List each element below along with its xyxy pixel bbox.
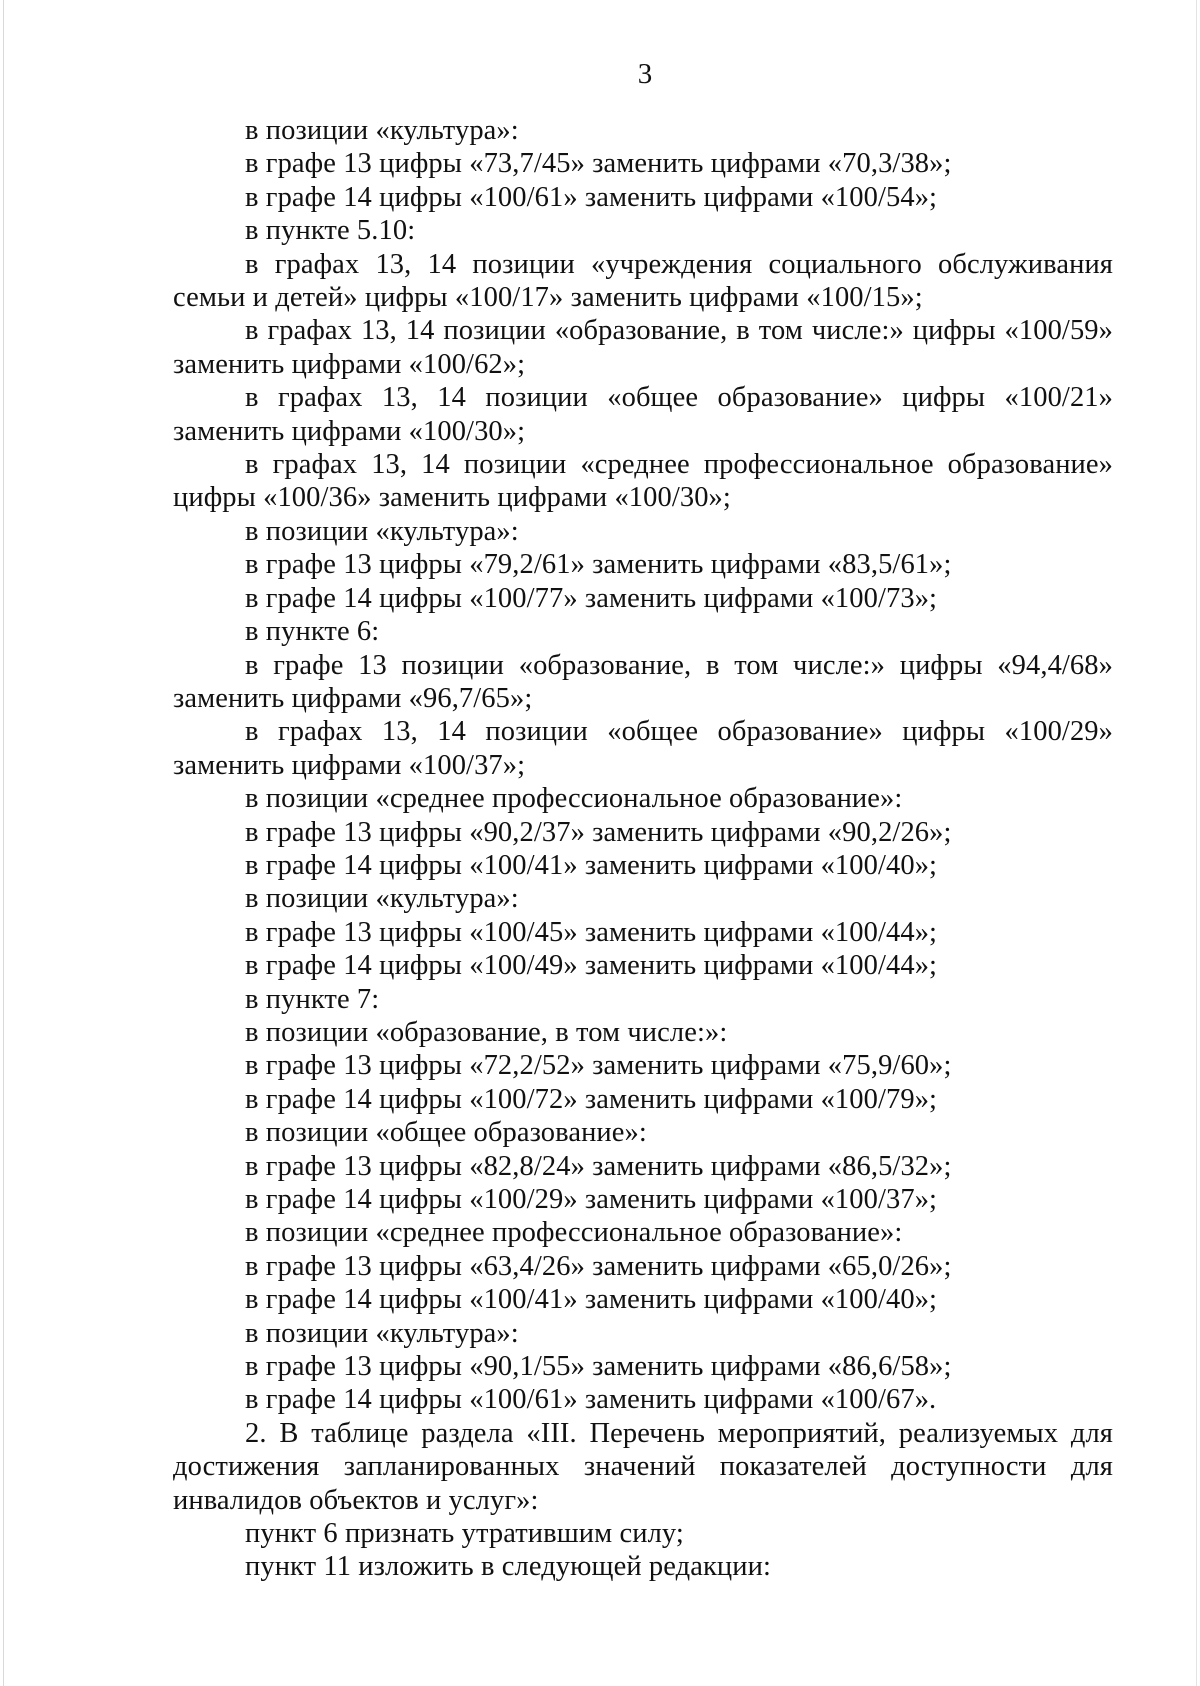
paragraph: в графах 13, 14 позиции «учреждения социального обслуживания семьи и детей» цифры «100/17» заменить цифрами «100/15»; xyxy=(173,248,1113,314)
scan-edge-left xyxy=(3,0,4,1686)
scan-edge-right xyxy=(1196,0,1197,1686)
document-body xyxy=(173,114,1113,1584)
paragraph: в графе 14 цифры «100/61» заменить цифрами «100/54»; xyxy=(245,181,938,213)
paragraph: в пункте 7: xyxy=(245,983,380,1015)
paragraph: в графах 13, 14 позиции «общее образование» цифры «100/21» заменить цифрами «100/30»; xyxy=(173,382,1113,447)
paragraph: в графе 14 цифры «100/41» заменить цифрами «100/40»; xyxy=(245,1284,938,1316)
page-number: 3 xyxy=(637,58,653,90)
paragraph: в графе 14 цифры «100/41» заменить цифрами «100/40»; xyxy=(245,849,938,881)
paragraph: в графе 14 цифры «100/72» заменить цифрами «100/79»; xyxy=(245,1083,938,1115)
paragraph: в пункте 5.10: xyxy=(245,215,416,247)
paragraph: в графе 13 цифры «90,1/55» заменить цифрами «86,6/58»; xyxy=(245,1351,952,1383)
paragraph: в графах 13, 14 позиции «общее образование» цифры «100/29» заменить цифрами «100/37»; xyxy=(173,716,1113,781)
paragraph: в графе 14 цифры «100/29» заменить цифрами «100/37»; xyxy=(245,1184,938,1215)
paragraph: в графе 13 цифры «100/45» заменить цифрами «100/44»; xyxy=(245,916,938,948)
paragraph: в пункте 6: xyxy=(245,616,380,648)
paragraph: в графах 13, 14 позиции «среднее профессиональное образование» цифры «100/36» заменить цифрами «100/30»; xyxy=(173,449,1113,514)
paragraph: в позиции «среднее профессиональное образование»: xyxy=(245,783,903,815)
paragraph: в графе 14 цифры «100/77» заменить цифрами «100/73»; xyxy=(245,582,938,614)
paragraph: в графе 13 цифры «63,4/26» заменить цифрами «65,0/26»; xyxy=(245,1250,952,1282)
paragraph: в графе 13 цифры «72,2/52» заменить цифрами «75,9/60»; xyxy=(245,1050,952,1082)
paragraph: в позиции «культура»: xyxy=(245,883,519,915)
paragraph: в графе 13 цифры «82,8/24» заменить цифрами «86,5/32»; xyxy=(245,1150,952,1182)
paragraph: в графах 13, 14 позиции «образование, в том числе:» цифры «100/59» заменить цифрами «100/62»; xyxy=(173,315,1113,380)
paragraph: в графе 14 цифры «100/49» заменить цифрами «100/44»; xyxy=(245,950,938,982)
paragraph: в графе 14 цифры «100/61» заменить цифрами «100/67». xyxy=(245,1384,937,1416)
paragraph: в позиции «культура»: xyxy=(245,115,519,146)
paragraph: в графе 13 цифры «90,2/37» заменить цифрами «90,2/26»; xyxy=(245,816,952,848)
paragraph: в графе 13 позиции «образование, в том числе:» цифры «94,4/68» заменить цифрами «96,7/65»; xyxy=(173,649,1113,714)
paragraph: в позиции «общее образование»: xyxy=(245,1117,647,1149)
paragraph: в позиции «образование, в том числе:»: xyxy=(245,1016,728,1048)
paragraph: 2. В таблице раздела «III. Перечень мероприятий, реализуемых для достижения запланированных значений показателей доступности для инвалидов объектов и услуг»: xyxy=(173,1417,1113,1516)
paragraph: в позиции «среднее профессиональное образование»: xyxy=(245,1217,903,1249)
paragraph: в позиции «культура»: xyxy=(245,1317,519,1349)
paragraph: в позиции «культура»: xyxy=(245,515,519,547)
paragraph: пункт 11 изложить в следующей редакции: xyxy=(245,1551,772,1583)
paragraph: в графе 13 цифры «73,7/45» заменить цифрами «70,3/38»; xyxy=(245,148,952,180)
paragraph: пункт 6 признать утратившим силу; xyxy=(245,1518,684,1550)
paragraph: в графе 13 цифры «79,2/61» заменить цифрами «83,5/61»; xyxy=(245,549,952,581)
